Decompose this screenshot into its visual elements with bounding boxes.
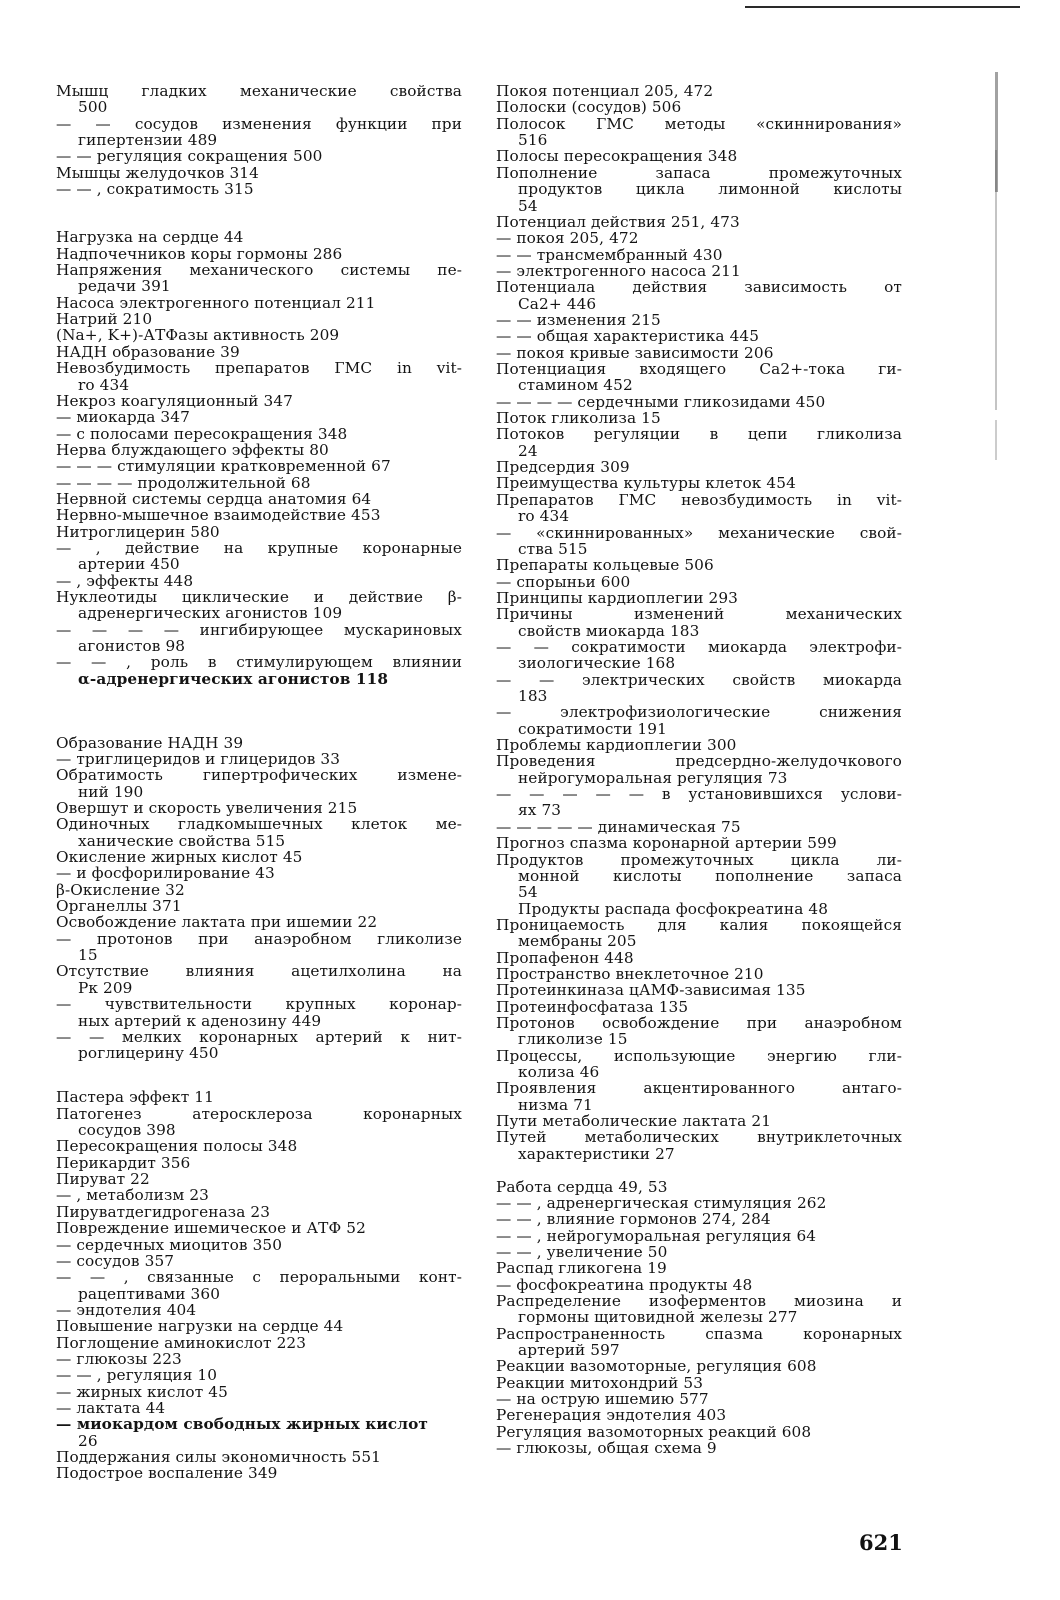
index-entry: Пируват 22 xyxy=(56,1170,150,1189)
index-entry: — — , влияние гормонов 274, 284 xyxy=(496,1210,771,1229)
index-entry: Регуляция вазомоторных реакций 608 xyxy=(496,1422,812,1441)
index-entry: низма 71 xyxy=(518,1095,593,1114)
index-entry: — — мелких коронарных артерий к нит- xyxy=(56,1028,462,1046)
index-entry: — жирных кислот 45 xyxy=(56,1382,228,1401)
scan-edge-mark xyxy=(995,150,997,410)
index-entry: Принципы кардиоплегии 293 xyxy=(496,588,739,607)
scan-edge-mark xyxy=(995,420,997,460)
index-entry: Реакции вазомоторные, регуляция 608 xyxy=(496,1357,817,1376)
index-entry: — глюкозы, общая схема 9 xyxy=(496,1439,717,1458)
index-entry: характеристики 27 xyxy=(518,1144,675,1163)
index-entry: Невозбудимость препаратов ГМС in vit- xyxy=(56,360,462,378)
index-entry: ro 434 xyxy=(518,507,570,526)
index-entry: Окисление жирных кислот 45 xyxy=(56,848,303,866)
index-entry: — — , нейрогуморальная регуляция 64 xyxy=(496,1226,817,1245)
index-entry: Процессы, использующие энергию гли- xyxy=(496,1047,902,1065)
index-entry: 54 xyxy=(518,883,538,902)
index-entry: Продуктов промежуточных цикла ли- xyxy=(496,851,902,869)
index-entry: Насоса электрогенного потенциал 211 xyxy=(56,293,376,312)
index-entry: Обратимость гипертрофических измене- xyxy=(56,767,462,785)
index-entry: — покоя кривые зависимости 206 xyxy=(496,343,774,362)
index-entry: Нервной системы сердца анатомия 64 xyxy=(56,489,372,508)
index-entry: 24 xyxy=(518,441,538,460)
index-entry: — миокарда 347 xyxy=(56,408,190,427)
index-entry: Причины изменений механических xyxy=(496,606,902,624)
index-entry: Реакции митохондрий 53 xyxy=(496,1373,704,1392)
index-entry: Нуклеотиды циклические и действие β- xyxy=(56,589,462,606)
index-entry: (Na+, K+)-АТФазы активность 209 xyxy=(56,326,340,345)
index-entry: Полоски (сосудов) 506 xyxy=(496,98,682,117)
index-entry: — — электрических свойств миокарда xyxy=(496,671,902,689)
index-entry: — — , адренергическая стимуляция 262 xyxy=(496,1193,827,1212)
index-entry: ний 190 xyxy=(78,782,144,801)
index-entry: — на острую ишемию 577 xyxy=(496,1390,709,1408)
index-entry: — эндотелия 404 xyxy=(56,1300,197,1319)
index-entry: ro 434 xyxy=(78,375,130,394)
index-entry: Отсутствие влияния ацетилхолина на xyxy=(56,963,462,981)
index-entry: Предсердия 309 xyxy=(496,458,630,477)
index-entry: — лактата 44 xyxy=(56,1399,166,1417)
index-entry: Нагрузка на сердце 44 xyxy=(56,228,244,247)
index-entry: Поддержания силы экономичность 551 xyxy=(56,1448,382,1466)
index-entry: Полосы пересокращения 348 xyxy=(496,147,738,166)
index-entry: α-адренергических агонистов 118 xyxy=(78,669,389,688)
page-number: 621 xyxy=(859,1530,903,1555)
index-entry: Натрий 210 xyxy=(56,310,153,329)
index-entry: Некроз коагуляционный 347 xyxy=(56,391,293,410)
index-entry: продуктов цикла лимонной кислоты xyxy=(518,181,902,199)
index-entry: гликолизе 15 xyxy=(518,1030,628,1049)
index-entry: β-Окисление 32 xyxy=(56,880,185,899)
index-entry: — протонов при анаэробном гликолизе xyxy=(56,930,462,948)
index-entry: Потенциала действия зависимость от xyxy=(496,279,902,297)
index-entry: — фосфокреатина продукты 48 xyxy=(496,1275,753,1294)
index-entry: — триглицеридов и глицеридов 33 xyxy=(56,749,341,768)
index-entry: — — сосудов изменения функции при xyxy=(56,115,462,133)
index-entry: Перикардит 356 xyxy=(56,1153,191,1172)
index-entry: Pк 209 xyxy=(78,978,133,997)
index-entry: гормоны щитовидной железы 277 xyxy=(518,1308,798,1327)
index-entry: Пастера эффект 11 xyxy=(56,1088,214,1107)
index-entry: — и фосфорилирование 43 xyxy=(56,864,275,883)
index-entry: роглицерину 450 xyxy=(78,1044,219,1063)
index-entry: артерии 450 xyxy=(78,555,180,574)
index-entry: — электрофизиологические снижения xyxy=(496,704,902,722)
index-entry: Пространство внеклеточное 210 xyxy=(496,964,764,983)
index-entry: — — изменения 215 xyxy=(496,310,661,329)
index-entry: Пересокращения полосы 348 xyxy=(56,1137,298,1156)
index-entry: Пути метаболические лактата 21 xyxy=(496,1112,772,1131)
index-entry: ханические свойства 515 xyxy=(78,831,286,850)
index-entry: нейрогуморальная регуляция 73 xyxy=(518,768,788,787)
index-entry: — — — стимуляции кратковременной 67 xyxy=(56,457,391,476)
index-entry: мембраны 205 xyxy=(518,932,637,951)
index-entry: Протеинкиназа цАМФ-зависимая 135 xyxy=(496,981,806,1000)
index-entry: — чувствительности крупных коронар- xyxy=(56,996,462,1014)
index-entry: 183 xyxy=(518,687,548,705)
index-entry: гипертензии 489 xyxy=(78,131,218,150)
index-entry: монной кислоты пополнение запаса xyxy=(518,867,902,885)
index-entry: Потенциал действия 251, 473 xyxy=(496,212,740,231)
index-entry: — — — — сердечными гликозидами 450 xyxy=(496,392,826,411)
index-entry: — спорыньи 600 xyxy=(496,572,631,591)
index-entry: Нитроглицерин 580 xyxy=(56,522,220,541)
index-entry: 516 xyxy=(518,131,548,150)
index-entry: — сердечных миоцитов 350 xyxy=(56,1235,283,1254)
index-entry: рацептивами 360 xyxy=(78,1284,221,1303)
index-entry: Поглощение аминокислот 223 xyxy=(56,1333,307,1352)
index-entry: ных артерий к аденозину 449 xyxy=(78,1011,322,1030)
index-entry: — сосудов 357 xyxy=(56,1251,175,1270)
index-entry: Продукты распада фосфокреатина 48 xyxy=(518,899,829,918)
index-entry: — — — — продолжительной 68 xyxy=(56,473,311,492)
index-entry: Нервно-мышечное взаимодействие 453 xyxy=(56,506,381,525)
index-entry: Путей метаболических внутриклеточных xyxy=(496,1129,902,1147)
index-entry: сосудов 398 xyxy=(78,1121,176,1139)
index-entry: НАДН образование 39 xyxy=(56,342,240,361)
index-entry: — миокардом свободных жирных кислот xyxy=(56,1415,428,1434)
index-entry: — , действие на крупные коронарные xyxy=(56,540,462,557)
index-entry: — , эффекты 448 xyxy=(56,571,194,590)
index-entry: — — , увеличение 50 xyxy=(496,1242,668,1261)
index-entry: 26 xyxy=(78,1431,98,1450)
index-entry: — покоя 205, 472 xyxy=(496,229,639,248)
index-entry: — — общая характеристика 445 xyxy=(496,327,760,346)
index-entry: — глюкозы 223 xyxy=(56,1349,182,1368)
index-entry: Образование НАДН 39 xyxy=(56,733,244,752)
index-entry: — — — — ингибирующее мускариновых xyxy=(56,621,462,639)
index-entry: адренергических агонистов 109 xyxy=(78,604,343,623)
index-entry: — — , связанные с пероральными конт- xyxy=(56,1269,462,1287)
index-entry: свойств миокарда 183 xyxy=(518,621,700,640)
index-entry: 15 xyxy=(78,946,98,965)
index-entry: Надпочечников коры гормоны 286 xyxy=(56,244,343,263)
index-entry: Прогноз спазма коронарной артерии 599 xyxy=(496,834,837,853)
index-entry: Протонов освобождение при анаэробном xyxy=(496,1015,902,1032)
index-entry: Проницаемость для калия покоящейся xyxy=(496,916,902,934)
index-entry: Покоя потенциал 205, 472 xyxy=(496,82,714,100)
index-entry: — , метаболизм 23 xyxy=(56,1186,210,1205)
index-entry: Повреждение ишемическое и АТФ 52 xyxy=(56,1219,366,1238)
index-entry: Регенерация эндотелия 403 xyxy=(496,1406,727,1425)
index-entry: Потенциация входящего Ca2+-тока ги- xyxy=(496,361,902,378)
index-entry: — — — — — динамическая 75 xyxy=(496,817,741,836)
index-entry: редачи 391 xyxy=(78,277,171,296)
index-entry: — — , роль в стимулирующем влиянии xyxy=(56,654,462,672)
index-entry: Освобождение лактата при ишемии 22 xyxy=(56,913,378,932)
index-entry: — — — — — в установившихся услови- xyxy=(496,786,902,804)
index-entry: зиологические 168 xyxy=(518,654,676,673)
index-entry: Препаратов ГМС невозбудимость in vit- xyxy=(496,491,902,509)
index-entry: — — сократимости миокарда электрофи- xyxy=(496,638,902,656)
index-entry: Пропафенон 448 xyxy=(496,948,634,967)
index-entry: Органеллы 371 xyxy=(56,897,182,915)
index-entry: артерий 597 xyxy=(518,1341,620,1359)
index-entry: Пируватдегидрогеназа 23 xyxy=(56,1202,271,1221)
index-entry: Потоков регуляции в цепи гликолиза xyxy=(496,426,902,444)
index-entry: ях 73 xyxy=(518,801,562,820)
index-entry: Преимущества культуры клеток 454 xyxy=(496,474,796,493)
index-entry: Пополнение запаса промежуточных xyxy=(496,164,902,182)
index-entry: колиза 46 xyxy=(518,1063,600,1081)
index-entry: — — , регуляция 10 xyxy=(56,1366,218,1385)
index-entry: ства 515 xyxy=(518,539,588,558)
index-entry: 54 xyxy=(518,196,538,215)
index-entry: Полосок ГМС методы «скиннирования» xyxy=(496,115,902,133)
index-entry: Распад гликогена 19 xyxy=(496,1259,667,1278)
index-entry: Препараты кольцевые 506 xyxy=(496,556,714,575)
index-entry: Патогенез атеросклероза коронарных xyxy=(56,1105,462,1123)
index-entry: Одиночных гладкомышечных клеток ме- xyxy=(56,816,462,834)
index-entry: Мышцы желудочков 314 xyxy=(56,163,259,182)
index-entry: сократимости 191 xyxy=(518,719,667,738)
index-entry: Проявления акцентированного антаго- xyxy=(496,1080,902,1098)
index-entry: Распределение изоферментов миозина и xyxy=(496,1292,902,1310)
index-entry: Ca2+ 446 xyxy=(518,294,597,313)
index-entry: Распространенность спазма коронарных xyxy=(496,1325,902,1343)
index-entry: стамином 452 xyxy=(518,376,633,395)
index-entry: 500 xyxy=(78,98,108,117)
index-entry: — — трансмембранный 430 xyxy=(496,245,723,264)
index-entry: Мышц гладких механические свойства xyxy=(56,83,462,100)
index-entry: Овершут и скорость увеличения 215 xyxy=(56,798,358,817)
index-entry: Протеинфосфатаза 135 xyxy=(496,997,689,1016)
index-entry: — с полосами пересокращения 348 xyxy=(56,424,348,443)
index-entry: — — регуляция сокращения 500 xyxy=(56,147,323,166)
index-entry: Проведения предсердно-желудочкового xyxy=(496,753,902,771)
index-entry: Нерва блуждающего эффекты 80 xyxy=(56,440,329,459)
index-entry: — «скиннированных» механические свой- xyxy=(496,524,902,542)
index-entry: Подострое воспаление 349 xyxy=(56,1464,278,1483)
index-entry: Работа сердца 49, 53 xyxy=(496,1177,668,1196)
index-entry: агонистов 98 xyxy=(78,637,186,656)
index-entry: Напряжения механического системы пе- xyxy=(56,262,462,279)
index-entry: Проблемы кардиоплегии 300 xyxy=(496,736,737,754)
top-rule xyxy=(745,6,1020,8)
index-entry: — — , сократимость 315 xyxy=(56,180,254,199)
index-entry: Повышение нагрузки на сердце 44 xyxy=(56,1317,344,1336)
index-entry: — электрогенного насоса 211 xyxy=(496,261,741,280)
index-entry: Поток гликолиза 15 xyxy=(496,409,661,427)
